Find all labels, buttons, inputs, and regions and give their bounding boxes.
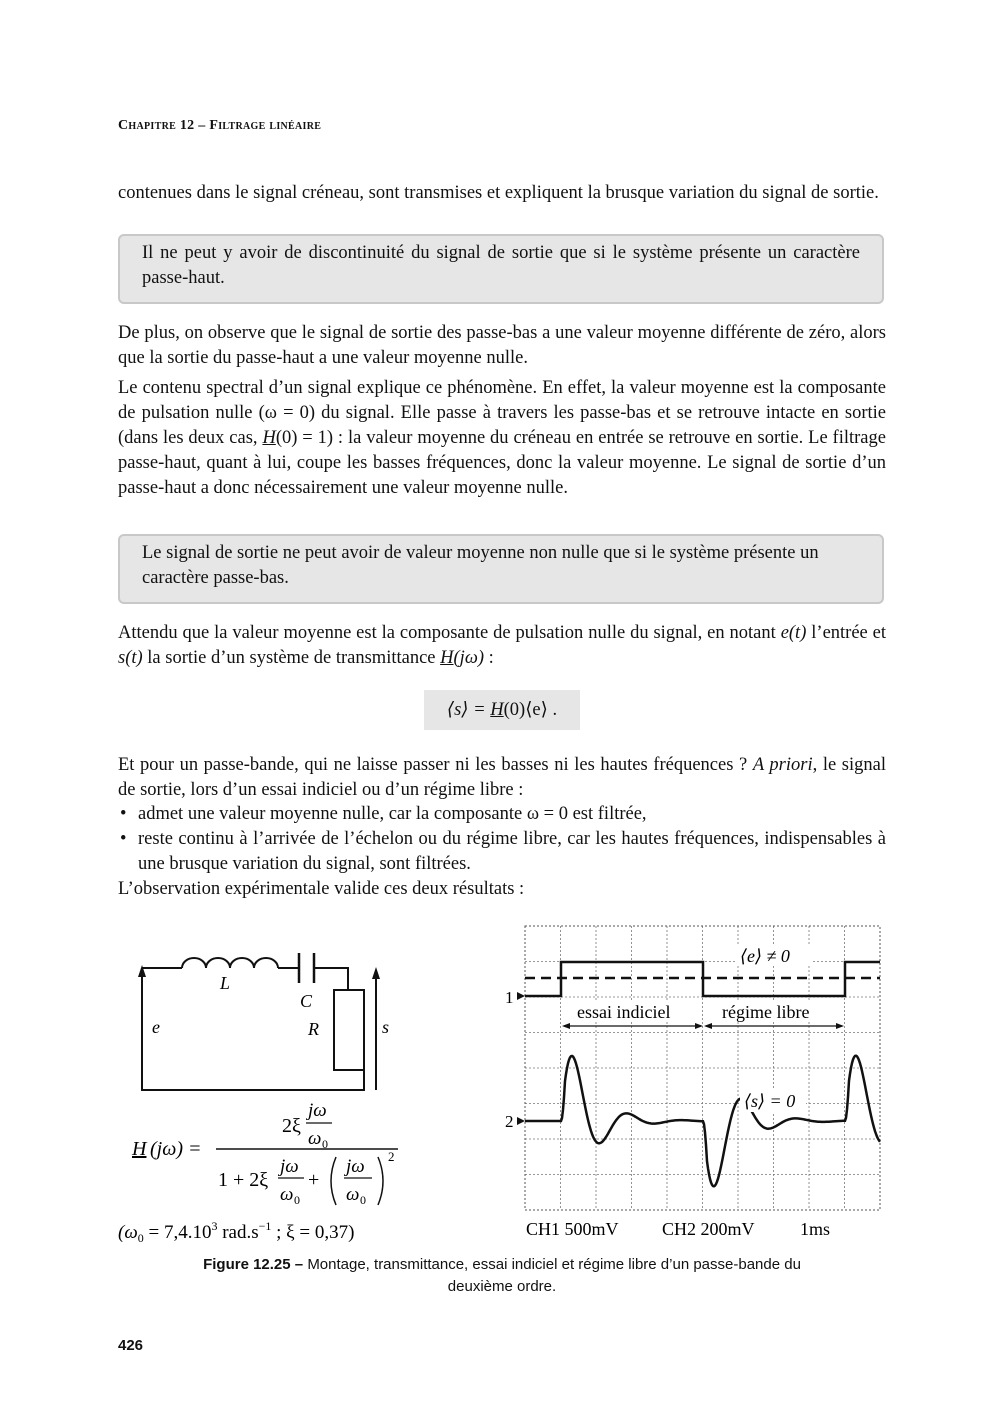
label-free: régime libre bbox=[722, 1002, 810, 1022]
arrow-free-left-head bbox=[704, 1023, 712, 1029]
arrow-step-left-head bbox=[562, 1023, 570, 1029]
params-sub: 0 bbox=[137, 1231, 144, 1245]
arrow-step-right-head bbox=[695, 1023, 703, 1029]
ch1-marker: 1 bbox=[505, 988, 514, 1007]
bullet-mark: • bbox=[120, 804, 127, 824]
label-step: essai indiciel bbox=[577, 1002, 671, 1022]
p4-math-jw: (jω) bbox=[453, 648, 485, 668]
mean-value-equation bbox=[424, 690, 580, 730]
bullet-mark: • bbox=[120, 829, 127, 849]
resistor bbox=[334, 990, 364, 1070]
bullet-item-2 bbox=[118, 827, 886, 877]
p4-math-H: H bbox=[440, 648, 454, 668]
mean-s-label: ⟨s⟩ = 0 bbox=[744, 1091, 796, 1111]
formula-arg: (jω) = bbox=[150, 1138, 202, 1160]
header-separator: – bbox=[194, 118, 210, 133]
figure-caption bbox=[200, 1254, 804, 1298]
bullet-text: admet une valeur moyenne nulle, car la composante ω = 0 est filtrée, bbox=[138, 804, 647, 824]
formula-den-w01: ω bbox=[280, 1184, 294, 1205]
label-R: R bbox=[308, 1019, 319, 1039]
paragraph-4 bbox=[118, 621, 886, 671]
caption-text: Montage, transmittance, essai indiciel et régime libre d’un passe-bande du deuxième ordre. bbox=[307, 1256, 801, 1295]
formula-exp: 2 bbox=[388, 1149, 395, 1164]
p4-text-b: l’entrée et bbox=[806, 623, 886, 643]
params-sup: 3 bbox=[211, 1219, 218, 1233]
formula-den-jw1: jω bbox=[280, 1156, 299, 1177]
caption-label: Figure 12.25 bbox=[203, 1256, 291, 1273]
eq-H: H bbox=[490, 700, 504, 720]
label-s: s bbox=[382, 1017, 390, 1037]
formula-den-one: 1 + 2ξ bbox=[218, 1169, 269, 1191]
eq-rhs: (0)⟨e⟩ . bbox=[503, 700, 558, 720]
bullet-item-1 bbox=[118, 802, 886, 827]
paragraph-6: L’observation expérimentale valide ces deux résultats : bbox=[118, 879, 525, 899]
wire-top-right bbox=[315, 968, 348, 990]
params-c: rad.s bbox=[217, 1222, 259, 1243]
p4-text-d: : bbox=[484, 648, 494, 668]
p4-math-e: e(t) bbox=[780, 623, 807, 643]
formula-num-w0-sub: 0 bbox=[322, 1137, 328, 1151]
arrow-free-right-head bbox=[836, 1023, 844, 1029]
ch1-setting: CH1 500mV bbox=[526, 1219, 619, 1239]
formula-params bbox=[118, 1219, 354, 1245]
bullet-text: reste continu à l’arrivée de l’échelon ou du régime libre, car les hautes fréquences, indispensables à une brusque variation du signal, sont filtrées. bbox=[138, 829, 886, 874]
running-header bbox=[118, 118, 321, 134]
formula-den-jw2: jω bbox=[346, 1156, 365, 1177]
p3-text-c: : la valeur moyenne du créneau en entrée se retrouve en sortie. Le filtrage passe-haut, quant à lui, coupe les basses fréquences, donc la valeur moyenne. Le signal de sortie d’un passe-haut a donc nécessairement une valeur moyenne nulle. bbox=[118, 428, 886, 498]
formula-num-jw: jω bbox=[308, 1100, 327, 1121]
caption-dash: – bbox=[290, 1256, 308, 1273]
formula-den-w01-sub: 0 bbox=[294, 1193, 300, 1207]
params-a: (ω bbox=[118, 1222, 138, 1243]
ch1-marker-arrow bbox=[517, 992, 525, 1000]
formula-paren-right bbox=[378, 1157, 383, 1205]
ch2-setting: CH2 200mV bbox=[662, 1219, 755, 1239]
arrow-s-head bbox=[372, 967, 380, 979]
chapter-title: Filtrage linéaire bbox=[209, 118, 322, 133]
p4-math-s: s(t) bbox=[118, 648, 143, 668]
highlight-box-2: Le signal de sortie ne peut avoir de valeur moyenne non nulle que si le système présente un caractère passe-bas. bbox=[118, 534, 884, 604]
formula-num-coef: 2ξ bbox=[282, 1115, 301, 1137]
p4-text-c: la sortie d’un système de transmittance bbox=[142, 648, 441, 668]
params-sup2: −1 bbox=[258, 1219, 272, 1233]
formula-paren-left bbox=[331, 1157, 336, 1205]
formula-num-w0: ω bbox=[308, 1128, 322, 1149]
formula-den-w02-sub: 0 bbox=[360, 1193, 366, 1207]
ch2-marker-arrow bbox=[517, 1117, 525, 1125]
p5-text-b: , le signal de sortie, lors d’un essai indiciel ou d’un régime libre : bbox=[118, 755, 886, 800]
ch2-marker: 2 bbox=[505, 1112, 514, 1131]
label-e: e bbox=[152, 1017, 160, 1037]
timebase-setting: 1ms bbox=[800, 1219, 831, 1239]
paragraph-1: contenues dans le signal créneau, sont transmises et expliquent la brusque variation du signal de sortie. bbox=[118, 183, 879, 203]
params-b: = 7,4.10 bbox=[143, 1222, 212, 1243]
p3-math-omega: (ω = 0) bbox=[258, 403, 316, 423]
eq-lhs: ⟨s⟩ = bbox=[446, 700, 491, 720]
formula-den-w02: ω bbox=[346, 1184, 360, 1205]
chapter-label: Chapitre 12 bbox=[118, 118, 195, 133]
formula-H: H bbox=[132, 1138, 147, 1160]
p3-text-b: du signal. Elle passe à travers les passe-bas et se retrouve intacte en sortie (dans les deux cas, bbox=[118, 403, 886, 448]
p3-math-H: H bbox=[262, 428, 276, 448]
figure-circuit bbox=[110, 935, 430, 1245]
formula-den-plus: + bbox=[308, 1169, 320, 1191]
params-d: ; ξ = 0,37) bbox=[271, 1222, 355, 1243]
highlight-box-1: Il ne peut y avoir de discontinuité du signal de sortie que si le système présente un caractère passe-haut. bbox=[118, 234, 884, 304]
p5-text-a: Et pour un passe-bande, qui ne laisse passer ni les basses ni les hautes fréquences ? bbox=[118, 755, 753, 775]
p4-text-a: Attendu que la valeur moyenne est la composante de pulsation nulle du signal, en notant bbox=[118, 623, 781, 643]
paragraph-5 bbox=[118, 753, 886, 803]
arrow-e-head bbox=[138, 965, 146, 977]
paragraph-2: De plus, on observe que le signal de sortie des passe-bas a une valeur moyenne différente de zéro, alors que la sortie du passe-haut a une valeur moyenne nulle. bbox=[118, 323, 886, 368]
wire-left bbox=[142, 970, 364, 1090]
page-number: 426 bbox=[118, 1337, 144, 1354]
figure-oscilloscope bbox=[500, 920, 890, 1245]
p5-emphasis: A priori bbox=[752, 755, 813, 775]
label-C: C bbox=[300, 991, 313, 1011]
label-L: L bbox=[220, 973, 231, 993]
p3-text-a: Le contenu spectral d’un signal explique ce phénomène. En effet, la valeur moyenne est la composante de pulsation nulle bbox=[118, 378, 886, 423]
inductor bbox=[182, 958, 278, 968]
mean-e-label: ⟨e⟩ ≠ 0 bbox=[740, 946, 790, 966]
p3-math-H0: (0) = 1) bbox=[275, 428, 334, 448]
paragraph-3 bbox=[118, 376, 886, 501]
